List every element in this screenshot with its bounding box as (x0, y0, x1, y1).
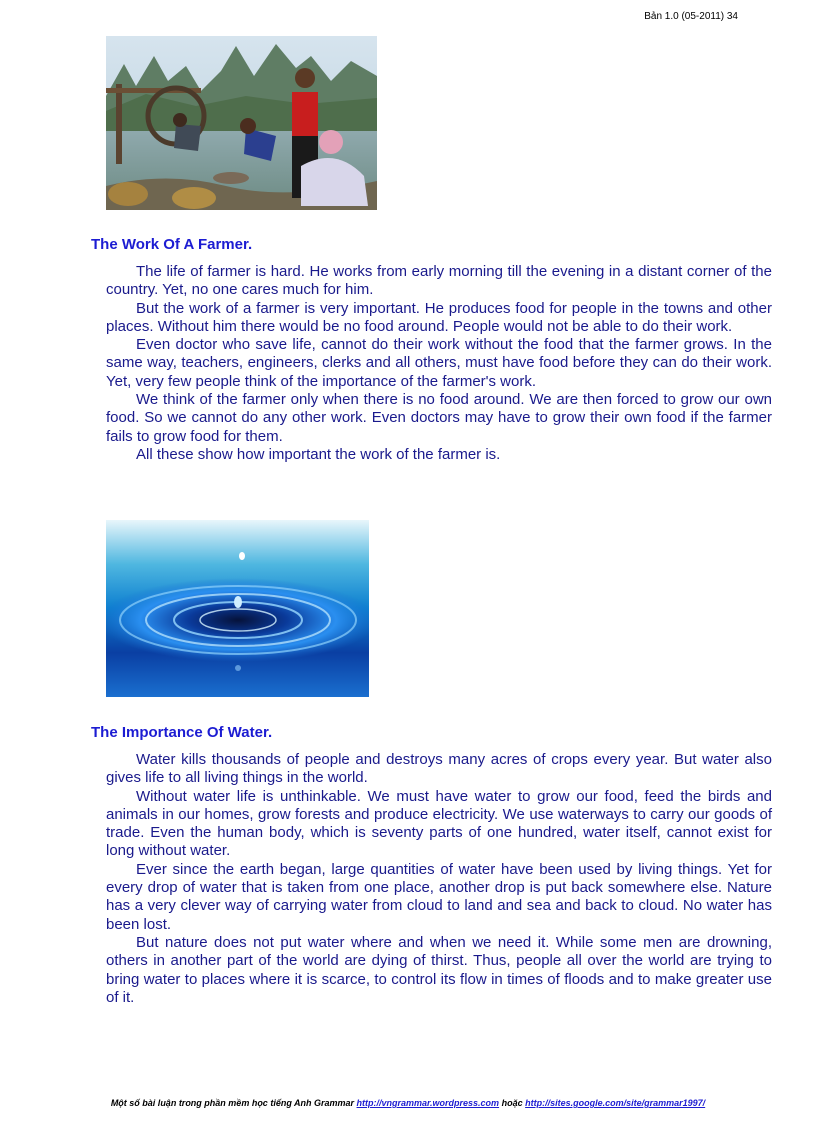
paragraph: Ever since the earth began, large quantities of water have been used by living things. Yet for every drop of water that is taken from one place, another drop is put back somewhere else. Nature has a very clever way of carrying water from cloud to land and sea and back to cloud. No water has been lost. (106, 860, 772, 933)
section-title-water: The Importance Of Water. (91, 724, 273, 741)
paragraph: Without water life is unthinkable. We must have water to grow our food, feed the birds and animals in our homes, grow forests and produce electricity. We use waterways to carry our goods of trade. Even the human body, which is seventy parts of one hundred, water itself, cannot exist for long without water. (106, 787, 772, 860)
footer-link-google-sites[interactable]: http://sites.google.com/site/grammar1997/ (525, 1098, 706, 1108)
section-body-water (106, 751, 772, 1007)
page-footer (0, 1098, 816, 1108)
water-drop-photo (106, 520, 369, 697)
paragraph: All these show how important the work of the farmer is. (136, 445, 501, 463)
paragraph: The life of farmer is hard. He works from early morning till the evening in a distant corner of the country. Yet, no one cares much for him. (106, 263, 772, 299)
paragraph: Water kills thousands of people and destroys many acres of crops every year. But water also gives life to all living things in the world. (106, 751, 772, 787)
section-body-farmer (106, 263, 772, 464)
farmers-photo (106, 36, 377, 210)
paragraph: Even doctor who save life, cannot do their work without the food that the farmer grows. In the same way, teachers, engineers, clerks and all others, must have food before they can do their work. Yet, very few people think of the importance of the farmer's work. (106, 336, 772, 390)
page-header: Bản 1.0 (05-2011) 34 (644, 11, 738, 22)
footer-or: hoặc (501, 1098, 523, 1108)
section-title-farmer: The Work Of A Farmer. (91, 236, 253, 253)
footer-text: Một số bài luận trong phần mềm học tiếng Anh Grammar (110, 1098, 354, 1108)
footer-link-wordpress[interactable]: http://vngrammar.wordpress.com (356, 1098, 500, 1108)
paragraph: We think of the farmer only when there is no food around. We are then forced to grow our own food. So we cannot do any other work. Even doctors may have to grow their own food if the farmer fails to grow food for them. (106, 391, 772, 445)
paragraph: But the work of a farmer is very important. He produces food for people in the towns and other places. Without him there would be no food around. People would not be able to do their work. (106, 299, 772, 335)
paragraph: But nature does not put water where and when we need it. While some men are drowning, others in another part of the world are dying of thirst. Thus, people all over the world are trying to bring water to places where it is scarce, to control its flow in times of floods and to make greater use of it. (106, 933, 772, 1006)
